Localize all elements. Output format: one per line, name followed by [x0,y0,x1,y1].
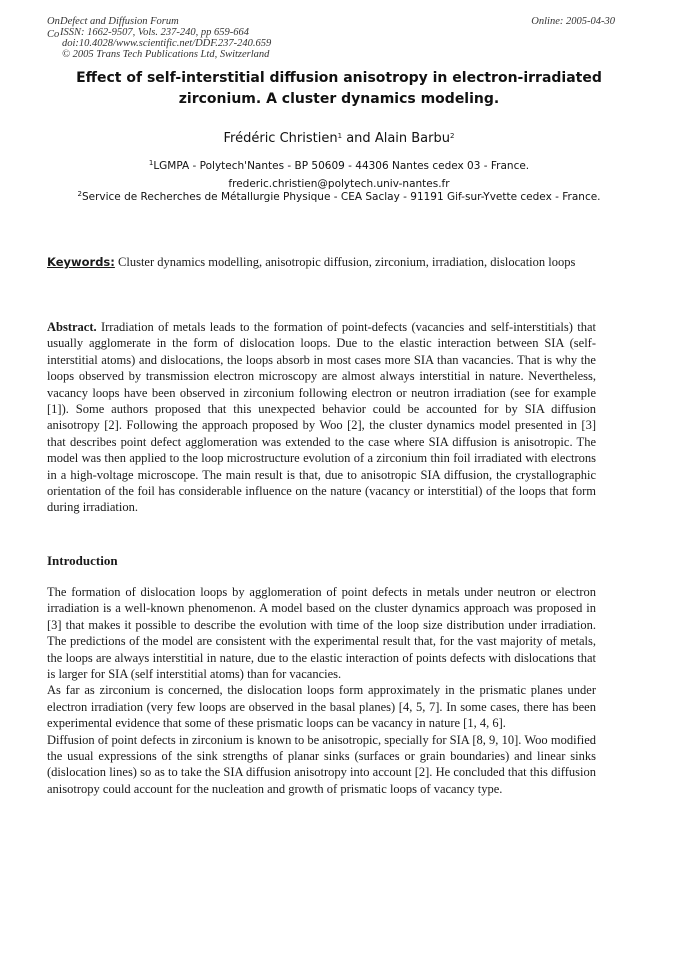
introduction-body [47,584,596,797]
online-date: Online: 2005-04-30 [531,16,615,27]
author-conjunction: and [346,131,371,146]
affiliation-1 [40,160,638,172]
introduction-paragraph-1: The formation of dislocation loops by agglomeration of point defects in metals under neutron or electron irradiation is a well-known phenomenon. A model based on the cluster dynamics approach was proposed in [3] that makes it possible to describe the evolution with time of the loop size distribution under irradiation. The predictions of the model are consistent with the experimental result that, for the vast majority of metals, the loops are always interstitial in nature, due to the elastic interaction of points defects with dislocations that is larger for SIA (self interstitial atoms) than for vacancies. [47,585,596,682]
header-stub-bottom: Co [47,29,60,40]
header-stub-top: On [47,16,60,27]
keywords-text: Cluster dynamics modelling, anisotropic diffusion, zirconium, irradiation, dislocation loops [118,255,576,269]
paper-title [40,68,638,110]
abstract-text: Irradiation of metals leads to the formation of point-defects (vacancies and self-interstitials) that usually agglomerate in the form of dislocation loops. Due to the elastic interaction between SIA (self-interstitial atoms) and dislocations, the loops absorb in most cases more SIA than vacancies. That is why the loops observed by transmission electron microscopy are almost always interstitial in nature. Nevertheless, vacancy loops have been observed in zirconium following electron or neutron irradiation (see for example [1]). Some authors proposed that this unexpected behavior could be accounted for by SIA diffusion anisotropy [2]. Following the approach proposed by Woo [2], the cluster dynamics model presented in [3] that describes point defect agglomeration was extended to the case where SIA diffusion is anisotropic. The model was then applied to the loop microstructure evolution of a zirconium thin foil irradiated with electrons in a high-voltage microscope. The main result is that, due to anisotropic SIA diffusion, the crystallographic orientation of the foil has considerable influence on the nature (vacancy or interstitial) of the loops that form during irradiation. [47,320,596,515]
author-email[interactable]: frederic.christien@polytech.univ-nantes.fr [228,178,450,190]
author-name: Alain Barbu [374,131,450,146]
title-line-1: Effect of self-interstitial diffusion anisotropy in electron-irradiated [76,70,602,86]
abstract-block [47,319,596,516]
abstract-label: Abstract. [47,320,97,334]
introduction-heading: Introduction [47,553,118,568]
affiliation-text: Service de Recherches de Métallurgie Physique - CEA Saclay - 91191 Gif-sur-Yvette cedex - France. [81,191,601,203]
author-name: Frédéric Christien [223,131,338,146]
author-list [40,131,638,146]
introduction-paragraph-2: As far as zirconium is concerned, the dislocation loops form approximately in the prismatic planes under electron irradiation (very few loops are observed in the basal planes) [4, 5, 7]. In some cases, there has been experimental evidence that some of these prismatic loops can be vacancy in nature [1, 4, 6]. [47,683,596,731]
journal-header [47,16,271,60]
author-affiliation-mark: 2 [450,132,455,140]
introduction-paragraph-3: Diffusion of point defects in zirconium is known to be anisotropic, specially for SIA [8, 9, 10]. Woo modified the usual expressions of the sink strengths of planar sinks (surfaces or grain boundaries) and linear sinks (dislocation lines) so as to take the SIA diffusion anisotropy into account [2]. He concluded that this diffusion anisotropy could account for the nucleation and growth of prismatic loops of vacancy type. [47,732,596,796]
journal-issn: ISSN: 1662-9507, Vols. 237-240, pp 659-664 [60,27,249,38]
affiliation-mark: 2 [77,190,82,198]
keywords-block [47,254,596,270]
affiliation-2 [40,191,638,203]
affiliation-text: LGMPA - Polytech'Nantes - BP 50609 - 44306 Nantes cedex 03 - France. [153,160,530,172]
author-affiliation-mark: 1 [337,132,343,140]
title-line-2: zirconium. A cluster dynamics modeling. [178,91,500,107]
journal-name: Defect and Diffusion Forum [60,16,179,27]
affiliation-mark: 1 [148,159,154,167]
keywords-label: Keywords: [47,255,115,269]
journal-doi: doi:10.4028/www.scientific.net/DDF.237-240.659 [62,38,272,49]
journal-copyright: © 2005 Trans Tech Publications Ltd, Switzerland [62,49,270,60]
